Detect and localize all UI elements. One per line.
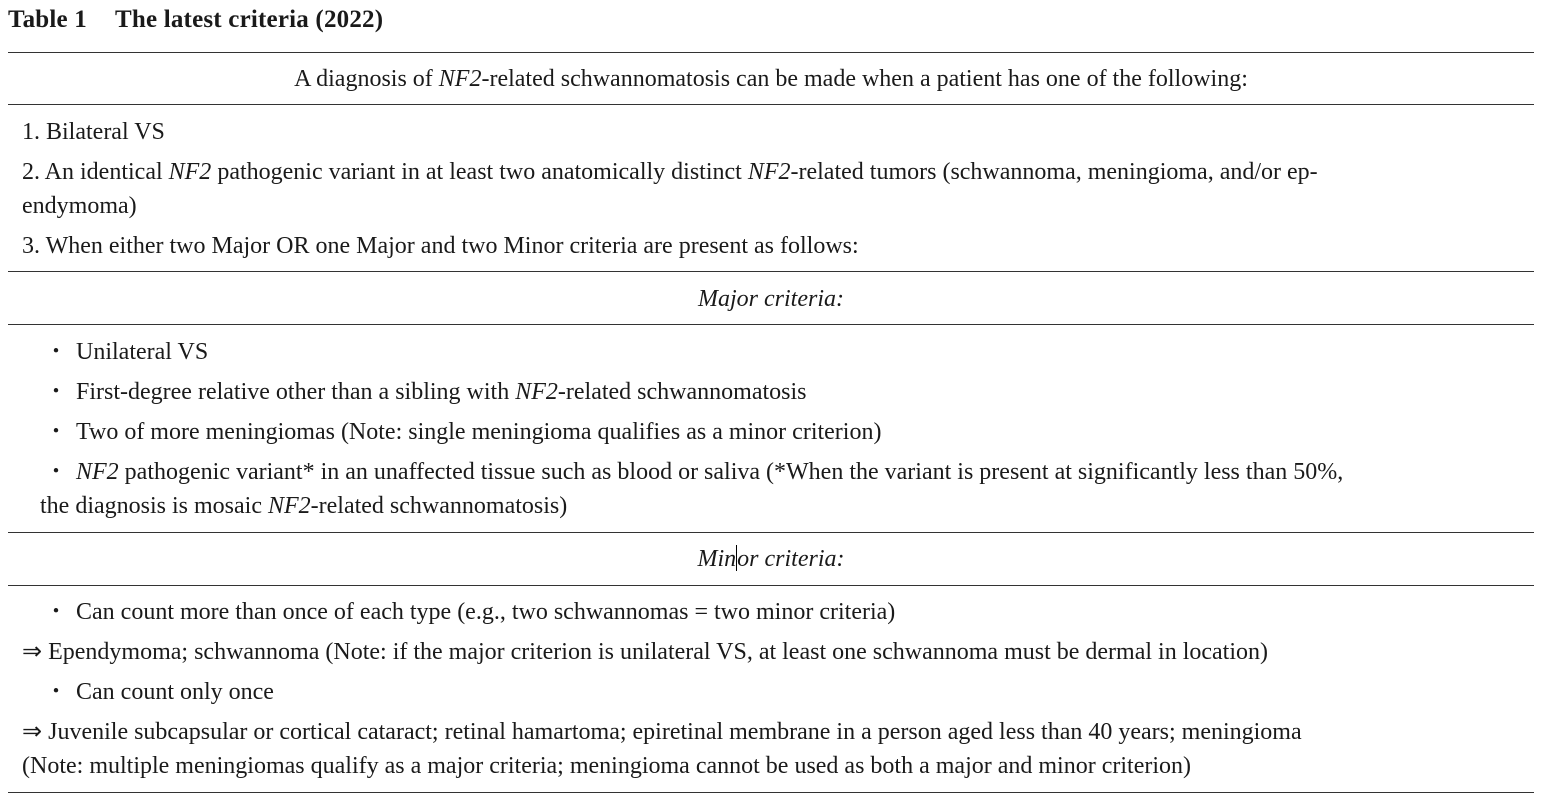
intro-rule <box>8 104 1534 105</box>
bullet: ・ <box>44 379 68 405</box>
criterion-3: 3. When either two Major OR one Major and two Minor criteria are present as follows: <box>22 233 859 259</box>
minor-item-1: ・ Can count more than once of each type (e.g., two schwannomas = two minor criteria) <box>44 599 896 625</box>
table-title <box>8 6 383 34</box>
minor-result-2-continued: (Note: multiple meningiomas qualify as a major criteria; meningioma cannot be used as both a major and minor criterion) <box>22 753 1191 779</box>
table-top-rule <box>8 52 1534 53</box>
bullet: ・ <box>44 459 68 485</box>
major-bottom-rule <box>8 324 1534 325</box>
major-item-3: ・ Two of more meningiomas (Note: single meningioma qualifies as a minor criterion) <box>44 419 882 445</box>
minor-top-rule <box>8 532 1534 533</box>
bullet: ・ <box>44 419 68 445</box>
intro-text: A diagnosis of NF2-related schwannomatosis can be made when a patient has one of the following: <box>294 66 1248 92</box>
minor-result-1: ⇒ Ependymoma; schwannoma (Note: if the major criterion is unilateral VS, at least one schwannoma must be dermal in location) <box>22 639 1268 665</box>
minor-item-2: ・ Can count only once <box>44 679 274 705</box>
bullet: ・ <box>44 679 68 705</box>
criterion-1: 1. Bilateral VS <box>22 119 165 145</box>
table-title-text: The latest criteria (2022) <box>114 6 384 33</box>
major-item-4: ・ NF2 pathogenic variant* in an unaffected tissue such as blood or saliva (*When the variant is present at significantly less than 50%, <box>44 459 1344 485</box>
bullet: ・ <box>44 599 68 625</box>
major-top-rule <box>8 271 1534 272</box>
criterion-2-continued: endymoma) <box>22 193 137 219</box>
criterion-2: 2. An identical NF2 pathogenic variant in at least two anatomically distinct NF2-related tumors (schwannoma, meningioma, and/or ep- <box>22 159 1318 185</box>
major-item-1: ・ Unilateral VS <box>44 339 209 365</box>
major-item-2: ・ First-degree relative other than a sibling with NF2-related schwannomatosis <box>44 379 807 405</box>
table-label: Table 1 <box>8 6 87 33</box>
bullet: ・ <box>44 339 68 365</box>
major-item-4-continued: the diagnosis is mosaic NF2-related schwannomatosis) <box>40 493 568 519</box>
minor-result-2: ⇒ Juvenile subcapsular or cortical cataract; retinal hamartoma; epiretinal membrane in a person aged less than 40 years; meningioma <box>22 719 1302 745</box>
table-bottom-rule <box>8 792 1534 793</box>
minor-heading: Minor criteria: <box>697 546 845 572</box>
minor-bottom-rule <box>8 585 1534 586</box>
major-heading: Major criteria: <box>698 286 844 312</box>
